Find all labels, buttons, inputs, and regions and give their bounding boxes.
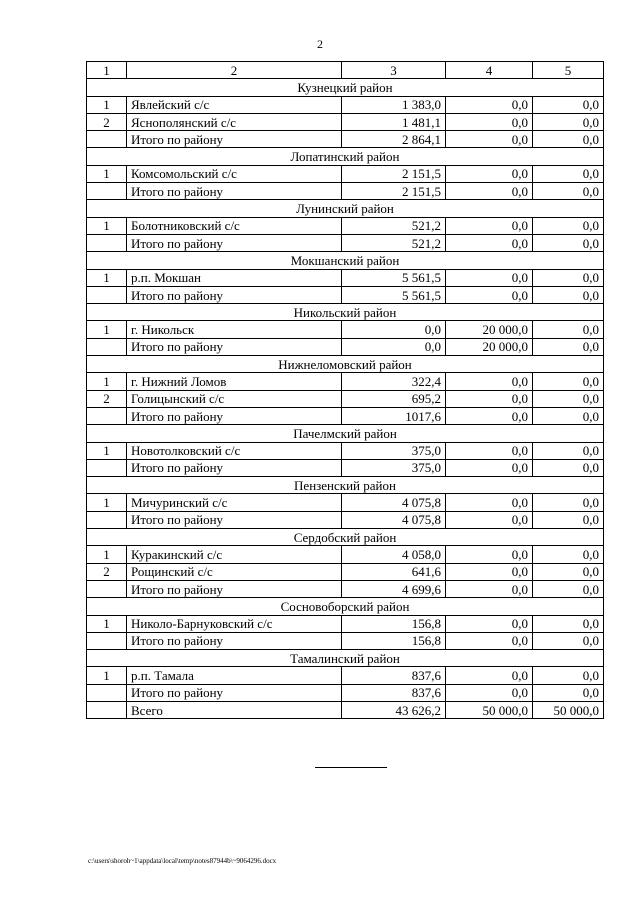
- value-col-4: 0,0: [446, 286, 533, 303]
- value-col-4: 50 000,0: [446, 701, 533, 718]
- value-col-4: 0,0: [446, 131, 533, 148]
- value-col-4: 0,0: [446, 96, 533, 113]
- value-col-3: 1017,6: [342, 407, 446, 424]
- value-col-3: 641,6: [342, 563, 446, 580]
- settlement-name: Итого по району: [127, 684, 342, 701]
- value-col-5: 0,0: [533, 321, 604, 338]
- value-col-4: 0,0: [446, 373, 533, 390]
- value-col-4: 0,0: [446, 459, 533, 476]
- value-col-4: 20 000,0: [446, 338, 533, 355]
- district-name: Пачелмский район: [87, 425, 604, 442]
- value-col-5: 50 000,0: [533, 701, 604, 718]
- row-number: [87, 234, 127, 251]
- district-name: Лунинский район: [87, 200, 604, 217]
- settlement-name: Итого по району: [127, 234, 342, 251]
- row-number: 1: [87, 269, 127, 286]
- page-number: 2: [317, 37, 323, 51]
- settlement-name: Николо-Барнуковский с/с: [127, 615, 342, 632]
- value-col-4: 0,0: [446, 546, 533, 563]
- row-number: 2: [87, 113, 127, 130]
- value-col-3: 2 151,5: [342, 183, 446, 200]
- value-col-3: 322,4: [342, 373, 446, 390]
- value-col-3: 156,8: [342, 615, 446, 632]
- table-row: [87, 442, 604, 459]
- table-row: [87, 632, 604, 649]
- district-name: Кузнецкий район: [87, 79, 604, 96]
- settlement-name: Мичуринский с/с: [127, 494, 342, 511]
- row-number: [87, 407, 127, 424]
- table-row: [87, 546, 604, 563]
- value-col-5: 0,0: [533, 632, 604, 649]
- budget-table: [86, 61, 604, 719]
- settlement-name: Итого по району: [127, 338, 342, 355]
- value-col-4: 0,0: [446, 442, 533, 459]
- settlement-name: Итого по району: [127, 131, 342, 148]
- header-col-2: 2: [127, 62, 342, 79]
- settlement-name: Новотолковский с/с: [127, 442, 342, 459]
- row-number: 1: [87, 615, 127, 632]
- value-col-3: 2 151,5: [342, 165, 446, 182]
- table-row: [87, 269, 604, 286]
- table-row: [87, 407, 604, 424]
- value-col-4: 0,0: [446, 615, 533, 632]
- settlement-name: Куракинский с/с: [127, 546, 342, 563]
- value-col-5: 0,0: [533, 546, 604, 563]
- value-col-3: 4 075,8: [342, 494, 446, 511]
- settlement-name: Яснополянский с/с: [127, 113, 342, 130]
- value-col-3: 695,2: [342, 390, 446, 407]
- settlement-name: Итого по району: [127, 632, 342, 649]
- value-col-5: 0,0: [533, 580, 604, 597]
- table-row: [87, 511, 604, 528]
- settlement-name: Всего: [127, 701, 342, 718]
- footer-file-path: c:\users\shoroh~1\appdata\local\temp\notes87944b\~9064296.docx: [88, 857, 277, 865]
- table-row: [87, 390, 604, 407]
- table-row: [87, 96, 604, 113]
- row-number: [87, 131, 127, 148]
- district-name: Пензенский район: [87, 477, 604, 494]
- value-col-5: 0,0: [533, 615, 604, 632]
- value-col-3: 2 864,1: [342, 131, 446, 148]
- value-col-5: 0,0: [533, 684, 604, 701]
- table-row: [87, 165, 604, 182]
- value-col-5: 0,0: [533, 96, 604, 113]
- row-number: [87, 459, 127, 476]
- value-col-4: 0,0: [446, 269, 533, 286]
- value-col-3: 0,0: [342, 321, 446, 338]
- settlement-name: Итого по району: [127, 286, 342, 303]
- table-row: [87, 131, 604, 148]
- value-col-3: 1 383,0: [342, 96, 446, 113]
- district-header-row: [87, 304, 604, 321]
- row-number: 1: [87, 321, 127, 338]
- district-header-row: [87, 425, 604, 442]
- value-col-3: 837,6: [342, 667, 446, 684]
- value-col-3: 521,2: [342, 234, 446, 251]
- value-col-5: 0,0: [533, 442, 604, 459]
- value-col-3: 43 626,2: [342, 701, 446, 718]
- value-col-4: 0,0: [446, 667, 533, 684]
- header-col-3: 3: [342, 62, 446, 79]
- table-row: [87, 580, 604, 597]
- settlement-name: Болотниковский с/с: [127, 217, 342, 234]
- table-row: [87, 494, 604, 511]
- row-number: [87, 286, 127, 303]
- district-name: Сердобский район: [87, 529, 604, 546]
- district-header-row: [87, 200, 604, 217]
- table-row: [87, 684, 604, 701]
- table-row: [87, 459, 604, 476]
- value-col-5: 0,0: [533, 165, 604, 182]
- value-col-5: 0,0: [533, 511, 604, 528]
- value-col-5: 0,0: [533, 390, 604, 407]
- row-number: 1: [87, 494, 127, 511]
- value-col-3: 156,8: [342, 632, 446, 649]
- value-col-5: 0,0: [533, 113, 604, 130]
- table-row: [87, 321, 604, 338]
- value-col-4: 0,0: [446, 113, 533, 130]
- table-row: [87, 667, 604, 684]
- row-number: 1: [87, 546, 127, 563]
- value-col-3: 0,0: [342, 338, 446, 355]
- district-name: Никольский район: [87, 304, 604, 321]
- row-number: [87, 580, 127, 597]
- settlement-name: г. Нижний Ломов: [127, 373, 342, 390]
- settlement-name: Голицынский с/с: [127, 390, 342, 407]
- value-col-3: 375,0: [342, 442, 446, 459]
- value-col-4: 20 000,0: [446, 321, 533, 338]
- value-col-4: 0,0: [446, 494, 533, 511]
- value-col-3: 4 699,6: [342, 580, 446, 597]
- header-col-5: 5: [533, 62, 604, 79]
- value-col-3: 1 481,1: [342, 113, 446, 130]
- table-row: [87, 338, 604, 355]
- value-col-4: 0,0: [446, 390, 533, 407]
- value-col-4: 0,0: [446, 407, 533, 424]
- value-col-3: 4 075,8: [342, 511, 446, 528]
- district-name: Лопатинский район: [87, 148, 604, 165]
- district-header-row: [87, 356, 604, 373]
- value-col-5: 0,0: [533, 183, 604, 200]
- value-col-4: 0,0: [446, 632, 533, 649]
- value-col-5: 0,0: [533, 338, 604, 355]
- row-number: 1: [87, 667, 127, 684]
- row-number: 2: [87, 563, 127, 580]
- value-col-5: 0,0: [533, 234, 604, 251]
- settlement-name: Итого по району: [127, 407, 342, 424]
- district-header-row: [87, 650, 604, 667]
- value-col-5: 0,0: [533, 407, 604, 424]
- row-number: 1: [87, 96, 127, 113]
- row-number: 1: [87, 442, 127, 459]
- row-number: [87, 183, 127, 200]
- table-row: [87, 373, 604, 390]
- row-number: [87, 632, 127, 649]
- settlement-name: Явлейский с/с: [127, 96, 342, 113]
- value-col-3: 375,0: [342, 459, 446, 476]
- table-row: [87, 615, 604, 632]
- table-row: [87, 563, 604, 580]
- value-col-4: 0,0: [446, 511, 533, 528]
- value-col-5: 0,0: [533, 459, 604, 476]
- value-col-3: 5 561,5: [342, 286, 446, 303]
- value-col-5: 0,0: [533, 373, 604, 390]
- value-col-5: 0,0: [533, 286, 604, 303]
- settlement-name: Итого по району: [127, 511, 342, 528]
- row-number: 1: [87, 373, 127, 390]
- district-header-row: [87, 148, 604, 165]
- row-number: [87, 338, 127, 355]
- value-col-3: 521,2: [342, 217, 446, 234]
- settlement-name: Итого по району: [127, 580, 342, 597]
- district-header-row: [87, 252, 604, 269]
- value-col-4: 0,0: [446, 165, 533, 182]
- table-row: [87, 113, 604, 130]
- value-col-4: 0,0: [446, 684, 533, 701]
- settlement-name: р.п. Мокшан: [127, 269, 342, 286]
- district-header-row: [87, 529, 604, 546]
- table-row: [87, 183, 604, 200]
- row-number: 2: [87, 390, 127, 407]
- value-col-4: 0,0: [446, 217, 533, 234]
- district-header-row: [87, 477, 604, 494]
- grand-total-row: [87, 701, 604, 718]
- value-col-4: 0,0: [446, 234, 533, 251]
- table-row: [87, 286, 604, 303]
- value-col-5: 0,0: [533, 217, 604, 234]
- table-row: [87, 234, 604, 251]
- district-header-row: [87, 79, 604, 96]
- district-name: Нижнеломовский район: [87, 356, 604, 373]
- row-number: [87, 701, 127, 718]
- district-name: Мокшанский район: [87, 252, 604, 269]
- district-header-row: [87, 598, 604, 615]
- table-row: [87, 217, 604, 234]
- settlement-name: р.п. Тамала: [127, 667, 342, 684]
- row-number: 1: [87, 165, 127, 182]
- value-col-5: 0,0: [533, 667, 604, 684]
- value-col-5: 0,0: [533, 494, 604, 511]
- value-col-3: 837,6: [342, 684, 446, 701]
- value-col-4: 0,0: [446, 183, 533, 200]
- value-col-5: 0,0: [533, 131, 604, 148]
- value-col-5: 0,0: [533, 563, 604, 580]
- value-col-4: 0,0: [446, 580, 533, 597]
- header-row: [87, 62, 604, 79]
- header-col-4: 4: [446, 62, 533, 79]
- divider-line: [315, 767, 387, 768]
- table-body: [87, 62, 604, 719]
- row-number: [87, 511, 127, 528]
- settlement-name: г. Никольск: [127, 321, 342, 338]
- value-col-3: 4 058,0: [342, 546, 446, 563]
- settlement-name: Рощинский с/с: [127, 563, 342, 580]
- settlement-name: Комсомольский с/с: [127, 165, 342, 182]
- value-col-5: 0,0: [533, 269, 604, 286]
- value-col-4: 0,0: [446, 563, 533, 580]
- settlement-name: Итого по району: [127, 183, 342, 200]
- row-number: 1: [87, 217, 127, 234]
- row-number: [87, 684, 127, 701]
- settlement-name: Итого по району: [127, 459, 342, 476]
- value-col-3: 5 561,5: [342, 269, 446, 286]
- district-name: Сосновоборский район: [87, 598, 604, 615]
- district-name: Тамалинский район: [87, 650, 604, 667]
- header-col-1: 1: [87, 62, 127, 79]
